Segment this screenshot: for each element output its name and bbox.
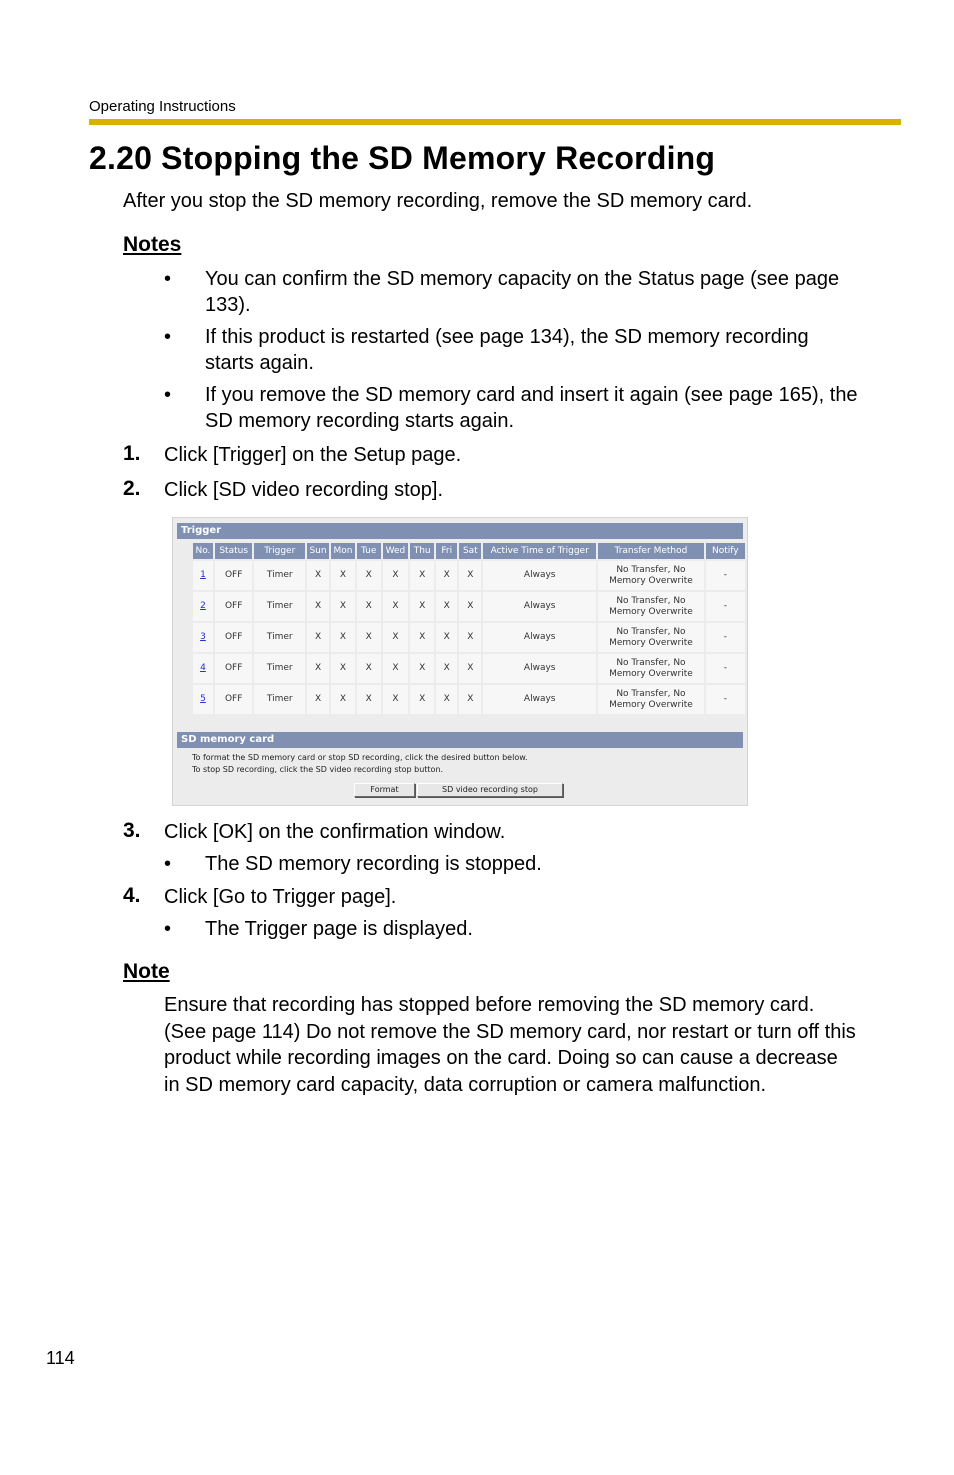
step-text: Click [SD video recording stop]. — [164, 479, 444, 501]
trigger-no-link[interactable]: 3 — [200, 632, 206, 642]
day-cell: X — [307, 685, 329, 714]
step-number: 4. — [123, 884, 141, 907]
col-header-no: No. — [193, 543, 213, 559]
transfer-line: Memory Overwrite — [609, 575, 693, 586]
table-row — [193, 561, 745, 590]
status-cell: OFF — [215, 654, 253, 683]
day-cell: X — [410, 592, 434, 621]
page-title: 2.20 Stopping the SD Memory Recording — [89, 140, 716, 176]
trigger-cell: Timer — [254, 592, 305, 621]
notify-cell: - — [706, 592, 745, 621]
day-cell: X — [436, 654, 457, 683]
sd-instruction-line: To format the SD memory card or stop SD recording, click the desired button below. — [192, 753, 528, 762]
note-heading: Note — [123, 960, 170, 983]
table-row — [193, 592, 745, 621]
note-line: (See page 114) Do not remove the SD memory card, nor restart or turn off this — [164, 1020, 856, 1043]
step-result: The SD memory recording is stopped. — [205, 853, 542, 875]
trigger-cell: Timer — [254, 654, 305, 683]
day-cell: X — [357, 654, 381, 683]
day-cell: X — [331, 654, 355, 683]
col-header-wed: Wed — [383, 543, 409, 559]
day-cell: X — [357, 623, 381, 652]
day-cell: X — [459, 623, 481, 652]
active-time-cell: Always — [483, 592, 596, 621]
day-cell: X — [383, 623, 409, 652]
col-header-active-time: Active Time of Trigger — [483, 543, 596, 559]
day-cell: X — [436, 592, 457, 621]
day-cell: X — [331, 623, 355, 652]
bullet: • — [164, 268, 172, 290]
transfer-line: No Transfer, No — [616, 595, 686, 606]
transfer-method-cell — [598, 623, 703, 652]
active-time-cell: Always — [483, 623, 596, 652]
trigger-cell: Timer — [254, 623, 305, 652]
step-number: 1. — [123, 442, 141, 465]
day-cell: X — [383, 654, 409, 683]
status-cell: OFF — [215, 685, 253, 714]
notify-cell: - — [706, 561, 745, 590]
transfer-line: No Transfer, No — [616, 564, 686, 575]
col-header-trigger: Trigger — [254, 543, 305, 559]
day-cell: X — [383, 561, 409, 590]
trigger-no-cell[interactable] — [193, 561, 213, 590]
day-cell: X — [331, 592, 355, 621]
trigger-no-link[interactable]: 4 — [200, 663, 206, 673]
transfer-line: Memory Overwrite — [609, 668, 693, 679]
note-item-line: You can confirm the SD memory capacity on the Status page (see page — [205, 268, 840, 290]
day-cell: X — [459, 654, 481, 683]
note-item-line: starts again. — [205, 352, 314, 374]
trigger-page-screenshot — [172, 517, 748, 806]
col-header-status: Status — [215, 543, 253, 559]
day-cell: X — [459, 685, 481, 714]
col-header-notify: Notify — [706, 543, 745, 559]
bullet: • — [164, 918, 172, 940]
note-body — [164, 992, 904, 1098]
status-cell: OFF — [215, 561, 253, 590]
day-cell: X — [307, 654, 329, 683]
note-item-line: 133). — [205, 294, 251, 316]
day-cell: X — [357, 685, 381, 714]
step-text: Click [OK] on the confirmation window. — [164, 821, 506, 843]
step-number: 2. — [123, 477, 141, 500]
transfer-line: No Transfer, No — [616, 626, 686, 637]
day-cell: X — [307, 623, 329, 652]
note-item — [205, 382, 905, 434]
day-cell: X — [331, 685, 355, 714]
note-line: product while recording images on the card. Doing so can cause a decrease — [164, 1047, 838, 1069]
trigger-no-link[interactable]: 1 — [200, 570, 206, 580]
day-cell: X — [383, 592, 409, 621]
table-row — [193, 623, 745, 652]
status-cell: OFF — [215, 592, 253, 621]
note-line: Ensure that recording has stopped before removing the SD memory card. — [164, 994, 815, 1016]
active-time-cell: Always — [483, 654, 596, 683]
col-header-sun: Sun — [307, 543, 329, 559]
sd-memory-card-title-bar: SD memory card — [177, 732, 743, 748]
bullet: • — [164, 326, 172, 348]
status-cell: OFF — [215, 623, 253, 652]
col-header-fri: Fri — [436, 543, 457, 559]
trigger-cell: Timer — [254, 685, 305, 714]
trigger-no-cell[interactable] — [193, 654, 213, 683]
day-cell: X — [436, 685, 457, 714]
page-number: 114 — [46, 1348, 75, 1368]
note-line: in SD memory card capacity, data corruption or camera malfunction. — [164, 1073, 767, 1096]
transfer-method-cell — [598, 654, 703, 683]
table-row — [193, 654, 745, 683]
table-row — [193, 685, 745, 714]
day-cell: X — [357, 561, 381, 590]
col-header-sat: Sat — [459, 543, 481, 559]
col-header-tue: Tue — [357, 543, 381, 559]
day-cell: X — [410, 685, 434, 714]
day-cell: X — [459, 561, 481, 590]
bullet: • — [164, 384, 172, 406]
note-item-line: If this product is restarted (see page 134), the SD memory recording — [205, 326, 809, 348]
notes-heading: Notes — [123, 233, 182, 256]
sd-instruction-line: To stop SD recording, click the SD video recording stop button. — [192, 765, 444, 774]
day-cell: X — [410, 623, 434, 652]
col-header-mon: Mon — [331, 543, 355, 559]
active-time-cell: Always — [483, 685, 596, 714]
bullet: • — [164, 853, 172, 875]
transfer-method-cell — [598, 685, 703, 714]
day-cell: X — [307, 561, 329, 590]
transfer-line: Memory Overwrite — [609, 606, 693, 617]
col-header-transfer-method: Transfer Method — [598, 543, 703, 559]
day-cell: X — [307, 592, 329, 621]
day-cell: X — [436, 623, 457, 652]
trigger-table-header — [193, 543, 745, 559]
day-cell: X — [357, 592, 381, 621]
step-text: Click [Go to Trigger page]. — [164, 886, 397, 908]
trigger-table — [191, 541, 747, 716]
step-number: 3. — [123, 819, 141, 842]
active-time-cell: Always — [483, 561, 596, 590]
intro-text: After you stop the SD memory recording, remove the SD memory card. — [123, 190, 753, 212]
note-item — [205, 266, 905, 318]
day-cell: X — [331, 561, 355, 590]
trigger-no-cell[interactable] — [193, 592, 213, 621]
day-cell: X — [383, 685, 409, 714]
notify-cell: - — [706, 654, 745, 683]
transfer-method-cell — [598, 561, 703, 590]
sd-video-recording-stop-button[interactable]: SD video recording stop — [417, 783, 563, 797]
transfer-method-cell — [598, 592, 703, 621]
day-cell: X — [410, 654, 434, 683]
header-label: Operating Instructions — [89, 98, 236, 115]
note-item — [205, 324, 905, 376]
trigger-no-link[interactable]: 2 — [200, 601, 206, 611]
transfer-line: No Transfer, No — [616, 688, 686, 699]
col-header-thu: Thu — [410, 543, 434, 559]
trigger-cell: Timer — [254, 561, 305, 590]
note-item-line: SD memory recording starts again. — [205, 410, 515, 432]
notify-cell: - — [706, 623, 745, 652]
step-result: The Trigger page is displayed. — [205, 918, 473, 940]
transfer-line: Memory Overwrite — [609, 637, 693, 648]
header-rule — [89, 119, 901, 125]
trigger-no-cell[interactable] — [193, 623, 213, 652]
trigger-no-cell[interactable] — [193, 685, 213, 714]
trigger-no-link[interactable]: 5 — [200, 694, 206, 704]
day-cell: X — [410, 561, 434, 590]
note-item-line: If you remove the SD memory card and insert it again (see page 165), the — [205, 384, 858, 406]
trigger-title-bar: Trigger — [177, 523, 743, 539]
transfer-line: Memory Overwrite — [609, 699, 693, 710]
format-button[interactable]: Format — [354, 783, 415, 797]
day-cell: X — [459, 592, 481, 621]
transfer-line: No Transfer, No — [616, 657, 686, 668]
step-text: Click [Trigger] on the Setup page. — [164, 444, 462, 466]
day-cell: X — [436, 561, 457, 590]
notify-cell: - — [706, 685, 745, 714]
